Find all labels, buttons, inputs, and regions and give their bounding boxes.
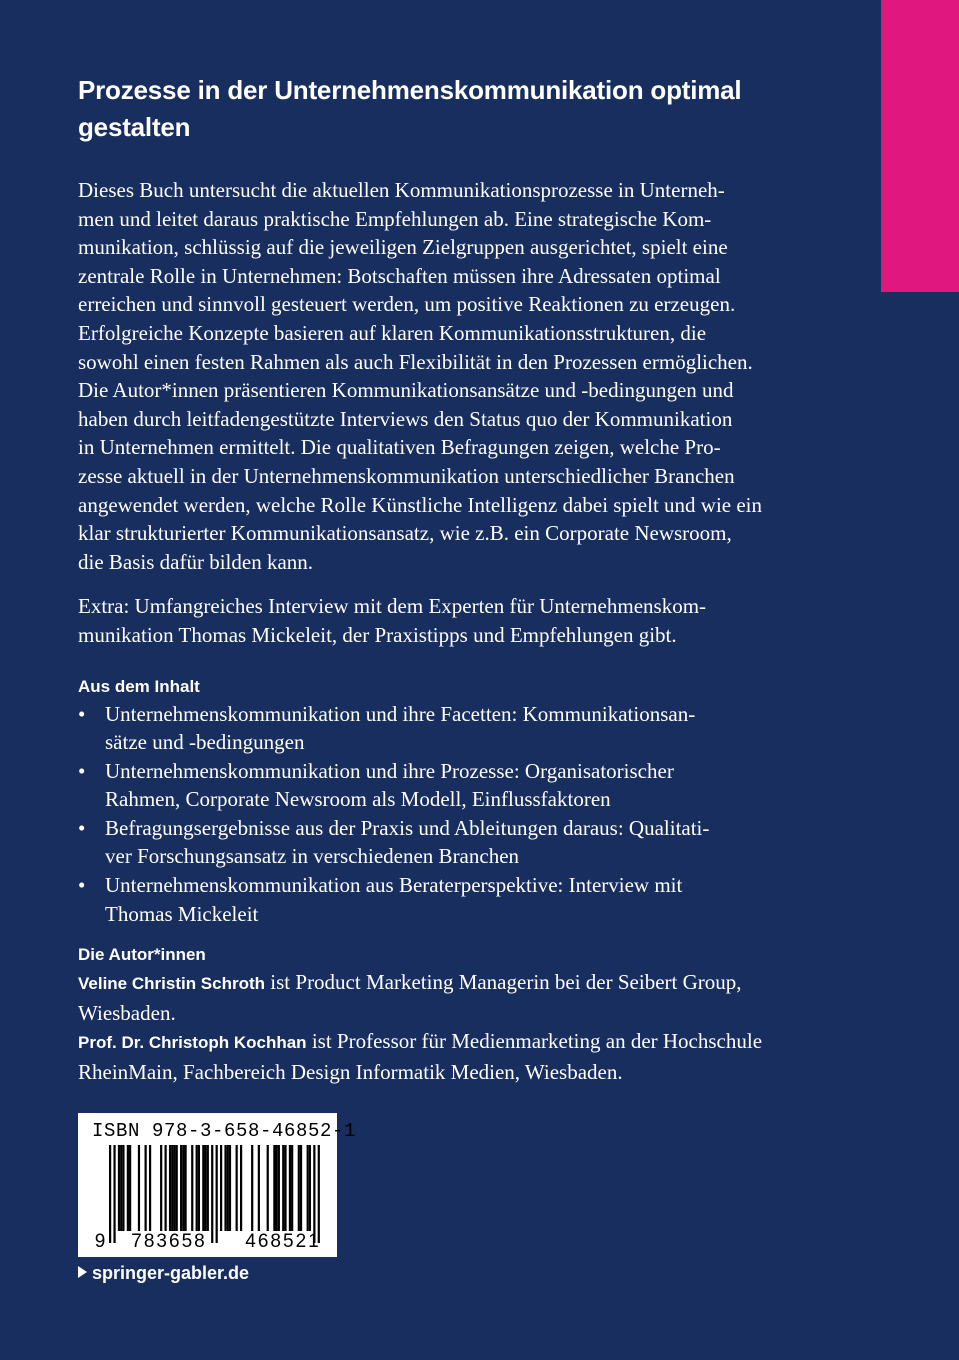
barcode-bar [173,1145,175,1231]
title-line: Prozesse in der Unternehmenskommunikation optimal [78,75,742,105]
accent-tab [881,0,959,292]
author-name: Prof. Dr. Christoph Kochhan [78,1033,307,1053]
description-line: sowohl einen festen Rahmen als auch Flexibilität in den Prozessen ermöglichen. [78,349,753,374]
author-entry [78,1027,793,1086]
barcode-bar [145,1145,147,1231]
ean-right-group: 468521 [245,1231,321,1252]
description-line: die Basis dafür bilden kann. [78,549,314,574]
barcode-bar [251,1145,253,1231]
contents-heading: Aus dem Inhalt [78,676,200,696]
ean-lead-digit: 9 [94,1231,106,1252]
ean-left-group: 783658 [131,1231,207,1252]
barcode-bar [138,1145,140,1231]
description-line: Dieses Buch untersucht die aktuellen Kommunikationsprozesse in Unterneh- [78,178,725,202]
barcode-bar [291,1145,293,1231]
barcode-bar [171,1145,173,1231]
barcode-bar [196,1145,198,1231]
author-bio: RheinMain, Fachbereich Design Informatik Medien, Wiesbaden. [78,1060,623,1085]
description-line: haben durch leitfadengestützte Interviews den Status quo der Kommunikation [78,406,733,431]
bullet: • [78,701,86,726]
isbn-number: ISBN 978-3-658-46852-1 [92,1120,357,1142]
author-entry [78,968,793,1027]
description-line: zentrale Rolle in Unternehmen: Botschaften müssen ihre Adressaten optimal [78,263,721,288]
barcode-bar [227,1145,229,1231]
barcode-bar [289,1145,291,1231]
barcode-bar [207,1145,209,1231]
barcode-bar [273,1145,275,1231]
barcode-bar [184,1145,186,1231]
author-name: Veline Christin Schroth [78,974,266,994]
description-line: klar strukturierter Kommunikationsansatz, wie z.B. ein Corporate Newsroom, [78,521,732,546]
barcode-bar [300,1145,302,1231]
extra-line: munikation Thomas Mickeleit, der Praxistipps und Empfehlungen gibt. [78,622,677,647]
barcode-bar [267,1145,269,1231]
description-line: men und leitet daraus praktische Empfehlungen ab. Eine strategische Kom- [78,206,712,231]
barcode-bar [118,1145,120,1231]
barcode-bar [169,1145,171,1231]
barcode-bar [224,1145,226,1231]
barcode-bar [160,1145,162,1231]
website-text: springer-gabler.de [92,1263,250,1283]
contents-item-line: Unternehmenskommunikation und ihre Facetten: Kommunikationsan- [105,701,696,726]
contents-item [78,700,793,757]
contents-item-line: Thomas Mickeleit [105,901,259,926]
author-bio: ist Product Marketing Managerin bei der Seibert Group, [265,970,742,995]
extra-note [78,592,793,649]
description-line: Die Autor*innen präsentieren Kommunikationsansätze und -bedingungen und [78,378,734,403]
bullet: • [78,758,86,783]
barcode-bar [284,1145,286,1231]
ean-digits [78,1227,337,1253]
title-line: gestalten [78,112,191,142]
barcode-bar [165,1145,167,1231]
arrow-right-icon [78,1266,87,1278]
barcode-bar [236,1145,238,1231]
barcode-bar [220,1145,222,1231]
barcode-bar [122,1145,124,1231]
barcode-bar [278,1145,280,1231]
barcode-bar [240,1145,242,1231]
barcode-bar [129,1145,131,1231]
description-line: in Unternehmen ermittelt. Die qualitativen Befragungen zeigen, welche Pro- [78,435,721,460]
bullet: • [78,873,86,898]
barcode-bar [258,1145,260,1231]
barcode-bar [204,1145,206,1231]
contents-item [78,871,793,928]
contents-item-line: Unternehmenskommunikation aus Beraterperspektive: Interview mit [105,873,683,898]
contents-item [78,757,793,814]
contents-item-line: Rahmen, Corporate Newsroom als Modell, Einflussfaktoren [105,787,611,812]
barcode-bar [180,1145,182,1231]
contents-item [78,814,793,871]
contents-item-line: sätze und -bedingungen [105,730,305,755]
barcode-bar [176,1145,178,1231]
barcode-bar [282,1145,284,1231]
description [78,176,793,576]
barcode-bar [307,1145,309,1231]
barcode-bar [229,1145,231,1231]
contents-item-line: Unternehmenskommunikation und ihre Prozesse: Organisatorischer [105,758,674,783]
barcode-bar [298,1145,300,1231]
description-line: zesse aktuell in der Unternehmenskommunikation unterschiedlicher Branchen [78,463,735,488]
cover-text [78,72,793,1087]
bullet: • [78,815,86,840]
barcode-bar [309,1145,311,1231]
publisher-website-link[interactable] [78,1261,249,1285]
contents-item-line: ver Forschungsansatz in verschiedenen Branchen [105,844,520,869]
barcode-bar [120,1145,122,1231]
book-title [78,72,793,146]
barcode-bar [276,1145,278,1231]
extra-line: Extra: Umfangreiches Interview mit dem Experten für Unternehmenskom- [78,594,707,619]
authors-heading: Die Autor*innen [78,945,206,965]
description-line: munikation, schlüssig auf die jeweiligen Zielgruppen ausgerichtet, spielt eine [78,235,728,260]
barcode-bar [182,1145,184,1231]
barcode-bar [202,1145,204,1231]
barcode-bar [191,1145,193,1231]
barcode-bar [127,1145,129,1231]
description-line: Erfolgreiche Konzepte basieren auf klaren Kommunikationsstrukturen, die [78,320,707,345]
barcode-bar [149,1145,151,1231]
author-bio: Wiesbaden. [78,1000,176,1025]
contents-item-line: Befragungsergebnisse aus der Praxis und Ableitungen daraus: Qualitati- [105,815,710,840]
description-line: angewendet werden, welche Rolle Künstliche Intelligenz dabei spielt und wie ein [78,492,763,517]
contents-list [78,700,793,929]
isbn-barcode [78,1113,357,1257]
barcode-bar [198,1145,200,1231]
author-bio: ist Professor für Medienmarketing an der Hochschule [306,1029,763,1054]
description-line: erreichen und sinnvoll gesteuert werden, um positive Reaktionen zu erzeugen. [78,292,736,317]
